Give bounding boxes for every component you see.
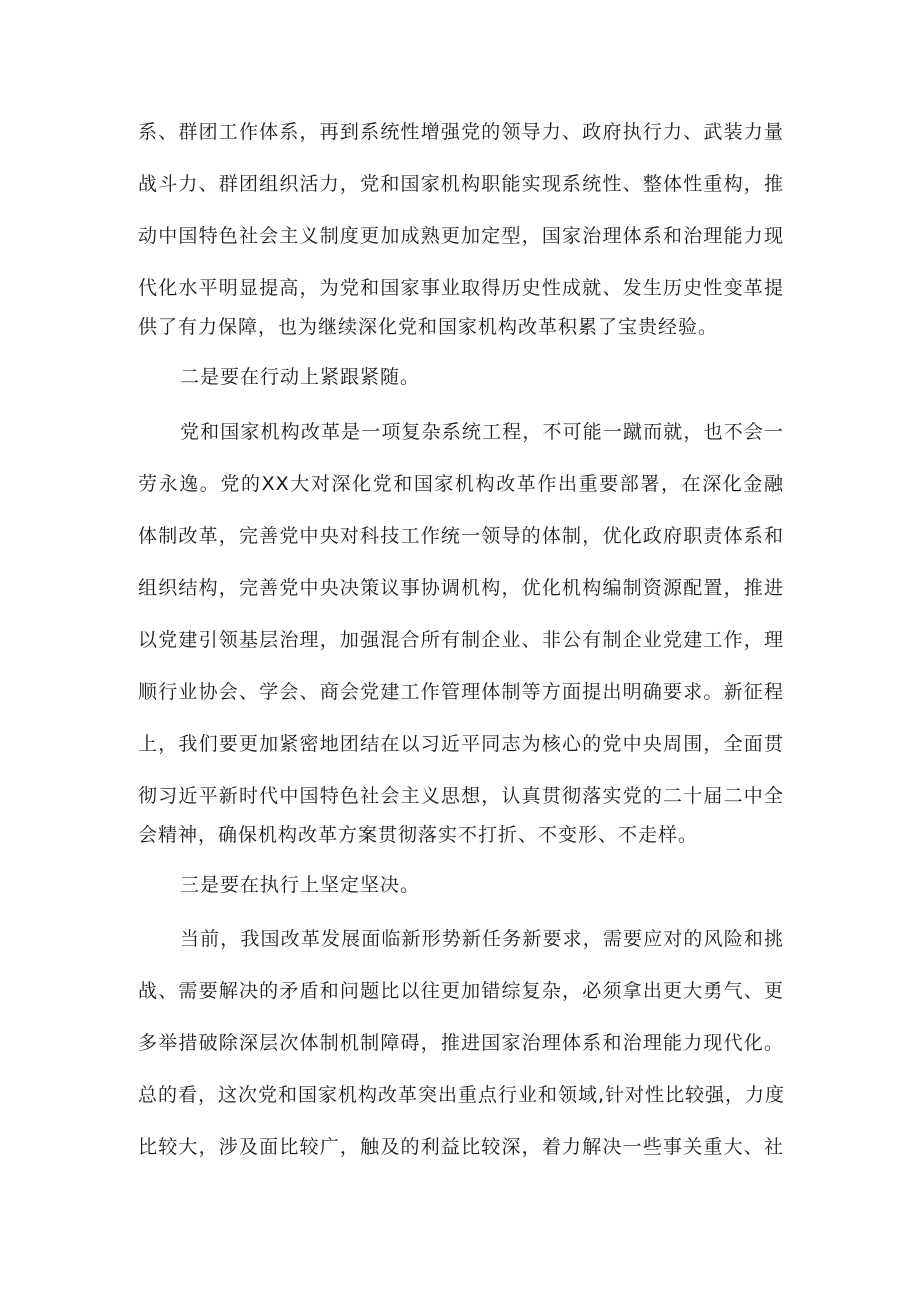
paragraph-line: 战、需要解决的矛盾和问题比以往更加错综复杂，必须拿出更大勇气、更: [138, 980, 784, 1002]
paragraph-line: 代化水平明显提高，为党和国家事业取得历史性成就、发生历史性变革提: [138, 277, 784, 299]
paragraph-line: 总的看，这次党和国家机构改革突出重点行业和领域,针对性比较强，力度: [138, 1084, 786, 1106]
paragraph-line: 组织结构，完善党中央决策议事协调机构，优化机构编制资源配置，推进: [138, 577, 784, 599]
paragraph-line: 彻习近平新时代中国特色社会主义思想，认真贯彻落实党的二十届二中全: [138, 785, 784, 807]
paragraph-line: 会精神，确保机构改革方案贯彻落实不打折、不变形、不走样。: [138, 824, 699, 846]
paragraph-line: 战斗力、群团组织活力，党和国家机构职能实现系统性、整体性重构，推: [138, 173, 784, 195]
paragraph-line: 系、群团工作体系，再到系统性增强党的领导力、政府执行力、武装力量: [138, 121, 784, 143]
paragraph-line: 顺行业协会、学会、商会党建工作管理体制等方面提出明确要求。新征程: [138, 681, 784, 703]
paragraph-line: 供了有力保障，也为继续深化党和国家机构改革积累了宝贵经验。: [138, 316, 719, 338]
paragraph-line: 党和国家机构改革是一项复杂系统工程，不可能一蹴而就，也不会一: [180, 421, 784, 443]
paragraph-line: 多举措破除深层次体制机制障碍，推进国家治理体系和治理能力现代化。: [138, 1032, 784, 1054]
paragraph-line: 以党建引领基层治理，加强混合所有制企业、非公有制企业党建工作，理: [138, 629, 784, 651]
paragraph-line: 劳永逸。党的XX大对深化党和国家机构改革作出重要部署，在深化金融: [138, 473, 784, 495]
section-heading: 三是要在执行上坚定坚决。: [180, 874, 421, 896]
paragraph-line: 动中国特色社会主义制度更加成熟更加定型，国家治理体系和治理能力现: [138, 225, 784, 247]
paragraph-line: 上，我们要更加紧密地团结在以习近平同志为核心的党中央周围，全面贯: [138, 733, 784, 755]
paragraph-line: 当前，我国改革发展面临新形势新任务新要求，需要应对的风险和挑: [180, 928, 784, 950]
paragraph-line: 体制改革，完善党中央对科技工作统一领导的体制，优化政府职责体系和: [138, 525, 784, 547]
section-heading: 二是要在行动上紧跟紧随。: [180, 366, 421, 388]
paragraph-line: 比较大，涉及面比较广，触及的利益比较深，着力解决一些事关重大、社: [138, 1136, 784, 1158]
